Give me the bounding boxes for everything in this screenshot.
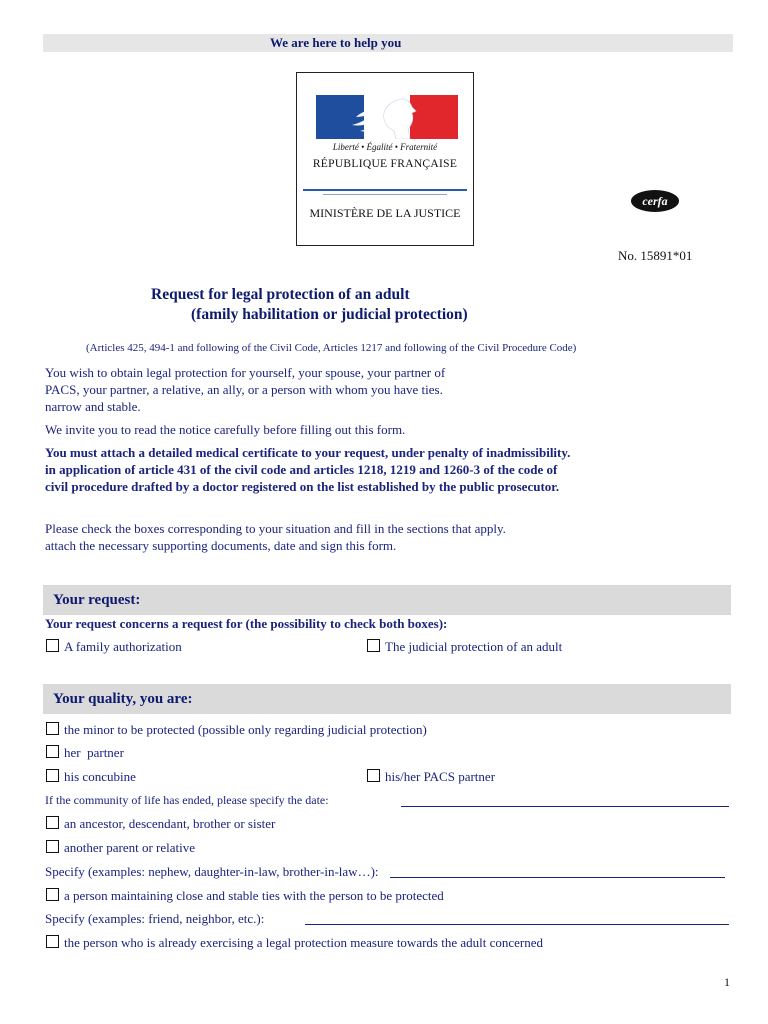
option-already-protecting[interactable] [46,935,543,951]
form-number: No. 15891*01 [618,248,693,263]
option-label: The judicial protection of an adult [385,639,563,654]
option-minor[interactable] [46,722,427,738]
option-other-parent[interactable] [46,840,195,856]
option-label: his concubine [64,769,136,784]
family-authorization-checkbox[interactable] [46,639,59,652]
help-banner-text: We are here to help you [270,35,402,50]
section-heading: Your request: [53,592,141,608]
option-close-ties[interactable] [46,888,444,904]
option-label: the person who is already exercising a legal protection measure towards the adult concerned [64,935,544,950]
specify-friend-field[interactable] [305,924,729,925]
minor-checkbox[interactable] [46,722,59,735]
section-your-quality [43,684,731,714]
section-heading: Your quality, you are: [53,691,193,707]
form-subtitle: (family habilitation or judicial protection) [191,306,468,323]
judicial-protection-checkbox[interactable] [367,639,380,652]
marianne-flag-icon [316,95,458,139]
option-pacs-partner[interactable] [367,769,495,785]
request-subheading: Your request concerns a request for (the possibility to check both boxes): [45,616,448,631]
ministry-logo [296,72,474,246]
close-ties-checkbox[interactable] [46,888,59,901]
intro-line: narrow and stable. [45,399,141,414]
medical-certificate-notice [45,444,570,495]
partner-checkbox[interactable] [46,745,59,758]
already-protecting-checkbox[interactable] [46,935,59,948]
read-notice-text: We invite you to read the notice carefully before filling out this form. [45,422,406,437]
option-family-authorization[interactable] [46,639,182,655]
logo-divider-thin [323,194,447,195]
option-label: another parent or relative [64,840,196,855]
concubine-checkbox[interactable] [46,769,59,782]
logo-divider [303,189,467,191]
form-title: Request for legal protection of an adult [151,286,410,303]
option-ancestor[interactable] [46,816,275,832]
option-label: an ancestor, descendant, brother or sister [64,816,276,831]
option-label: her partner [64,745,124,760]
cerfa-badge: cerfa [631,190,679,212]
pacs-partner-checkbox[interactable] [367,769,380,782]
other-parent-checkbox[interactable] [46,840,59,853]
option-concubine[interactable] [46,769,136,785]
legal-references: (Articles 425, 494-1 and following of the Civil Code, Articles 1217 and following of the Civil Procedure Code) [86,342,577,354]
option-label: A family authorization [64,639,182,654]
option-label: a person maintaining close and stable ties with the person to be protected [64,888,444,903]
specify-relative-label: Specify (examples: nephew, daughter-in-law, brother-in-law…): [45,864,379,879]
notice-line: civil procedure drafted by a doctor registered on the list established by the public prosecutor. [45,479,560,494]
section-your-request [43,585,731,615]
community-ended-date-field[interactable] [401,806,729,807]
intro-line: You wish to obtain legal protection for yourself, your spouse, your partner of [45,365,446,380]
notice-line: in application of article 431 of the civil code and articles 1218, 1219 and 1260-3 of the code of [45,462,558,477]
help-banner [43,34,733,52]
option-judicial-protection[interactable] [367,639,562,655]
republic-motto: Liberté • Égalité • Fraternité [332,142,438,152]
option-label: the minor to be protected (possible only regarding judicial protection) [64,722,427,737]
instruction-line: attach the necessary supporting documents, date and sign this form. [45,538,397,553]
ministry-name: MINISTÈRE DE LA JUSTICE [309,206,461,220]
instruction-line: Please check the boxes corresponding to your situation and fill in the sections that apply. [45,521,506,536]
intro-line: PACS, your partner, a relative, an ally, or a person with whom you have ties. [45,382,443,397]
option-partner[interactable] [46,745,124,761]
instructions-paragraph [45,520,506,554]
page-number: 1 [724,975,730,989]
specify-friend-label: Specify (examples: friend, neighbor, etc.): [45,911,265,926]
community-ended-label: If the community of life has ended, please specify the date: [45,793,329,807]
ancestor-checkbox[interactable] [46,816,59,829]
intro-paragraph [45,364,445,415]
notice-line: You must attach a detailed medical certificate to your request, under penalty of inadmissibility. [45,445,571,460]
republic-name: RÉPUBLIQUE FRANÇAISE [312,158,458,170]
option-label: his/her PACS partner [385,769,496,784]
specify-relative-field[interactable] [390,877,725,878]
